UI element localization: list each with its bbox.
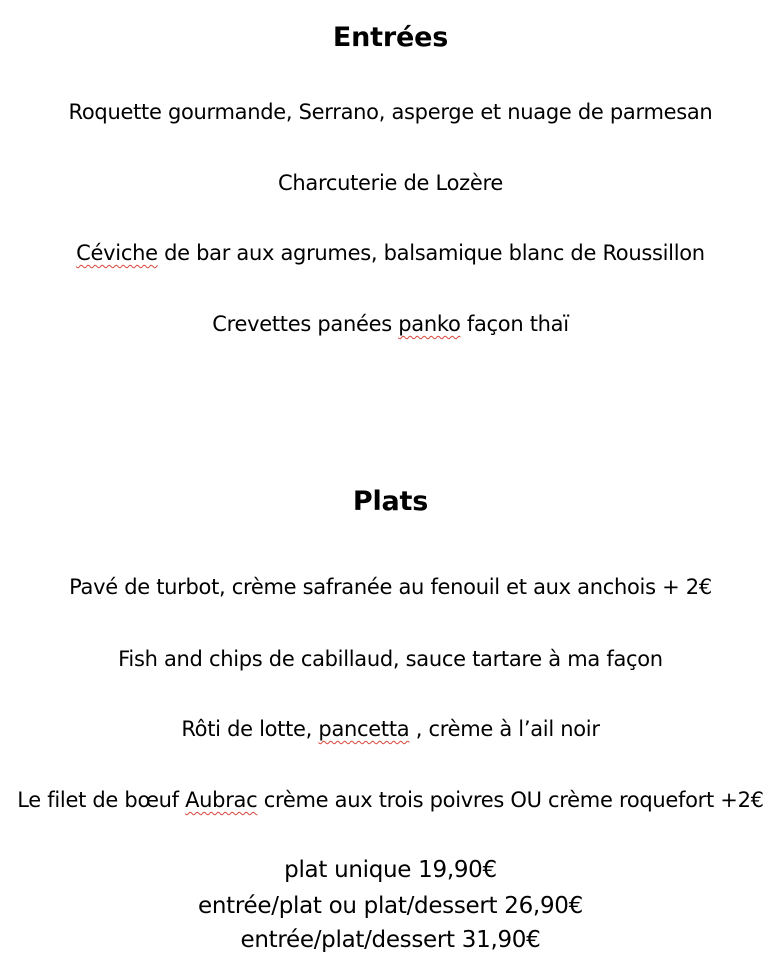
entree-item-3-text: de bar aux agrumes, balsamique blanc de Roussillon	[157, 241, 705, 265]
plat-item-2: Fish and chips de cabillaud, sauce tartare à ma façon	[118, 647, 663, 671]
price-single-plat: plat unique 19,90€	[284, 857, 497, 883]
spellcheck-flagged-word[interactable]: pancetta	[318, 717, 410, 741]
price-three-courses: entrée/plat/dessert 31,90€	[240, 927, 541, 953]
entree-item-3	[0, 241, 781, 265]
entree-item-4-text-start: Crevettes panées	[212, 312, 399, 336]
entrees-heading: Entrées	[332, 22, 449, 53]
plats-heading: Plats	[352, 486, 429, 517]
plat-item-4-text-end: crème aux trois poivres OU crème roquefort +2€	[257, 788, 764, 812]
price-two-courses: entrée/plat ou plat/dessert 26,90€	[198, 893, 583, 919]
entree-item-4	[0, 312, 781, 336]
spellcheck-flagged-word[interactable]: Aubrac	[185, 788, 258, 812]
entree-item-1: Roquette gourmande, Serrano, asperge et nuage de parmesan	[68, 100, 713, 124]
spellcheck-flagged-word[interactable]: panko	[398, 312, 461, 336]
plat-item-3-text-start: Rôti de lotte,	[181, 717, 319, 741]
entree-item-2: Charcuterie de Lozère	[278, 171, 503, 195]
plat-item-3	[0, 717, 781, 741]
entree-item-4-text-end: façon thaï	[460, 312, 569, 336]
plat-item-1: Pavé de turbot, crème safranée au fenouil et aux anchois + 2€	[69, 575, 712, 599]
plat-item-4	[0, 788, 781, 812]
spellcheck-flagged-word[interactable]: Céviche	[76, 241, 158, 265]
plat-item-4-text-start: Le filet de bœuf	[17, 788, 186, 812]
plat-item-3-text-end: , crème à l’ail noir	[409, 717, 600, 741]
